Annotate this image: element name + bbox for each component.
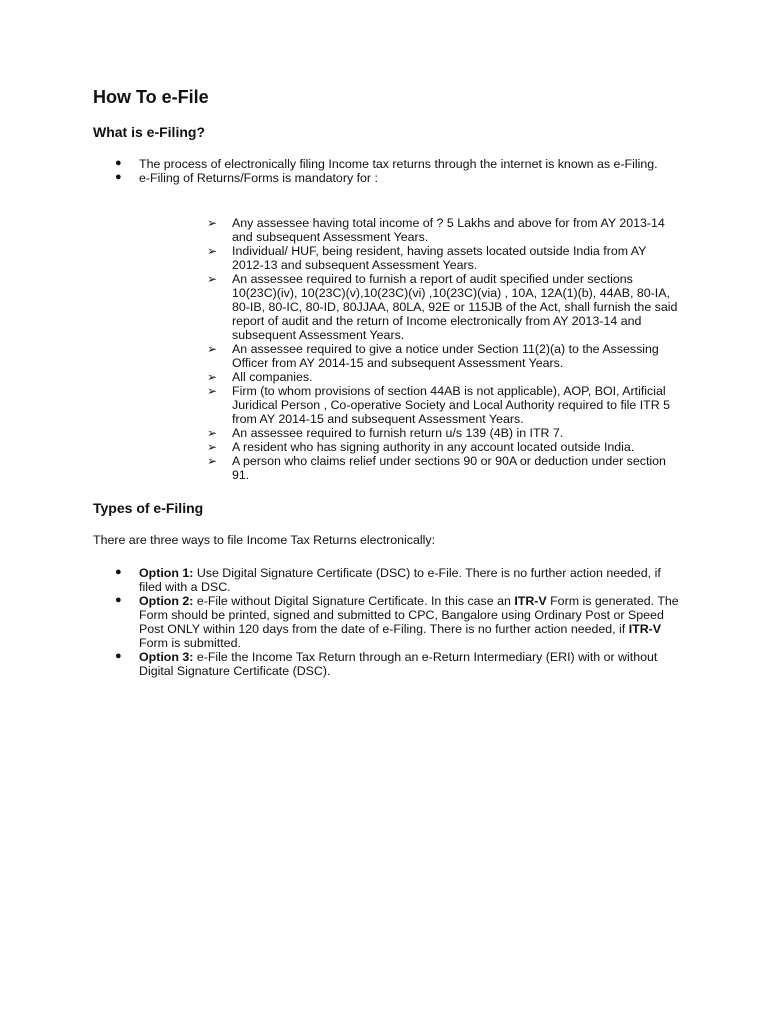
list-item xyxy=(207,272,678,342)
page-title: How To e-File xyxy=(93,87,209,107)
bullet-icon: ● xyxy=(115,157,122,169)
arrow-bullet-icon: ➢ xyxy=(207,342,218,356)
list-item xyxy=(207,454,678,482)
options-list xyxy=(115,566,684,678)
section-heading-what-is-efiling: What is e-Filing? xyxy=(93,124,205,140)
arrow-bullet-icon: ➢ xyxy=(207,384,218,398)
list-item xyxy=(207,342,678,370)
list-item xyxy=(207,244,678,272)
bullet-icon: ● xyxy=(115,594,122,606)
list-item-text: The process of electronically filing Income tax returns through the internet is known as e-Filing. xyxy=(139,157,658,171)
list-item-text: An assessee required to furnish a report of audit specified under sections 10(23C)(iv), 10(23C)(v),10(23C)(vi) ,10(23C)(via) , 10A, 12A(1)(b), 44AB, 80-IA, 80-IB, 80-IC, 80-ID, 80JJAA, 80LA, 92E or 115JB of the Act, shall furnish the said report of audit and the return of Income electronically from AY 2013-14 and subsequent Assessment Years. xyxy=(232,272,678,342)
list-item xyxy=(115,650,684,678)
list-item xyxy=(207,370,678,384)
itr-v-label: ITR-V xyxy=(514,594,547,608)
arrow-bullet-icon: ➢ xyxy=(207,244,218,258)
list-item xyxy=(115,594,684,650)
list-item xyxy=(115,157,679,171)
arrow-bullet-icon: ➢ xyxy=(207,216,218,230)
section-heading-types-of-efiling: Types of e-Filing xyxy=(93,500,204,516)
option-label: Option 3: xyxy=(139,650,194,664)
list-item-text: An assessee required to give a notice under Section 11(2)(a) to the Assessing Officer from AY 2014-15 and subsequent Assessment Years. xyxy=(232,342,659,370)
option-text: e-File the Income Tax Return through an e-Return Intermediary (ERI) with or without Digital Signature Certificate (DSC). xyxy=(139,650,658,678)
option-label: Option 1: xyxy=(139,566,194,580)
arrow-bullet-icon: ➢ xyxy=(207,272,218,286)
list-item xyxy=(115,171,679,185)
list-item xyxy=(207,426,678,440)
list-item-text: A resident who has signing authority in any account located outside India. xyxy=(232,440,635,454)
types-intro-text: There are three ways to file Income Tax Returns electronically: xyxy=(93,533,436,547)
efiling-bullet-list xyxy=(115,157,679,185)
list-item-text: Firm (to whom provisions of section 44AB is not applicable), AOP, BOI, Artificial Juridical Person , Co-operative Society and Local Authority required to file ITR 5 from AY 2014-15 and subsequent Assessment Years. xyxy=(232,384,671,426)
option-label: Option 2: xyxy=(139,594,194,608)
list-item xyxy=(115,566,684,594)
itr-v-label: ITR-V xyxy=(628,622,662,636)
list-item-text: A person who claims relief under sections 90 or 90A or deduction under section 91. xyxy=(232,454,666,482)
list-item-text: e-Filing of Returns/Forms is mandatory for : xyxy=(139,171,378,185)
list-item-text: Individual/ HUF, being resident, having assets located outside India from AY 2012-13 and subsequent Assessment Years. xyxy=(232,244,647,272)
list-item-text: Any assessee having total income of ? 5 Lakhs and above for from AY 2013-14 and subsequent Assessment Years. xyxy=(232,216,665,244)
arrow-bullet-icon: ➢ xyxy=(207,370,218,384)
option-text: Form is submitted. xyxy=(139,636,241,650)
list-item xyxy=(207,440,678,454)
arrow-bullet-icon: ➢ xyxy=(207,426,218,440)
arrow-bullet-icon: ➢ xyxy=(207,454,218,468)
mandatory-list xyxy=(207,216,678,482)
list-item xyxy=(207,384,678,426)
list-item-text: All companies. xyxy=(232,370,313,384)
bullet-icon: ● xyxy=(115,650,122,662)
bullet-icon: ● xyxy=(115,171,122,183)
list-item-text: An assessee required to furnish return u/s 139 (4B) in ITR 7. xyxy=(232,426,564,440)
bullet-icon: ● xyxy=(115,566,122,578)
list-item xyxy=(207,216,678,244)
option-text: Form is generated. The Form should be printed, signed and submitted to CPC, Bangalore using Ordinary Post or Speed Post ONLY within 120 days from the date of e-Filing. There is no further action needed, if xyxy=(139,594,679,636)
option-text: Use Digital Signature Certificate (DSC) to e-File. There is no further action needed, if filed with a DSC. xyxy=(139,566,661,594)
arrow-bullet-icon: ➢ xyxy=(207,440,218,454)
option-text: e-File without Digital Signature Certificate. In this case an xyxy=(193,594,515,608)
